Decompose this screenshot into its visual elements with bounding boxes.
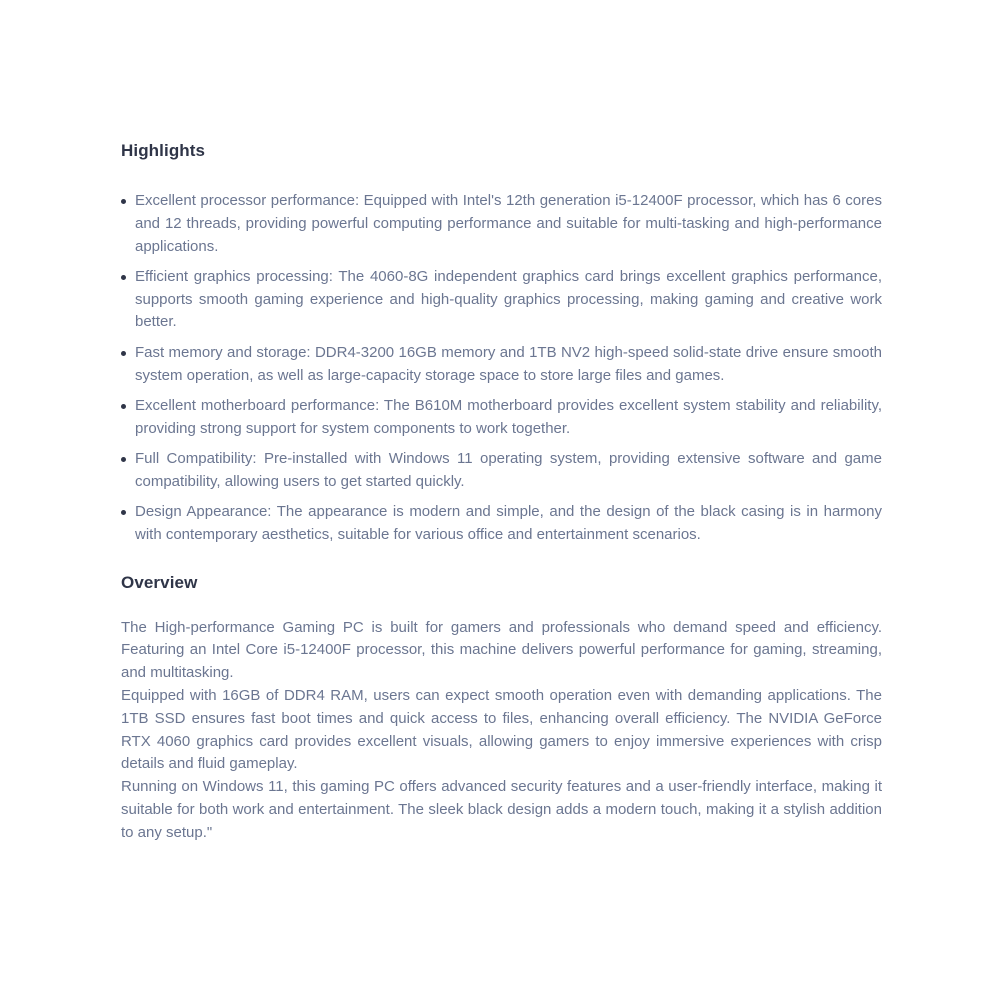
highlight-item [135,501,882,547]
product-description [121,138,882,845]
overview-paragraph: Equipped with 16GB of DDR4 RAM, users can expect smooth operation even with demanding applications. The 1TB SSD ensures fast boot times and quick access to files, enhancing overall efficiency. The NVIDIA GeForce RTX 4060 graphics card provides excellent visuals, allowing gamers to enjoy immersive experiences with crisp details and fluid gameplay. [121,687,882,773]
overview-paragraph: The High-performance Gaming PC is built for gamers and professionals who demand speed and efficiency. Featuring an Intel Core i5-12400F processor, this machine delivers powerful performance for gaming, streaming, and multitasking. [121,618,882,682]
bullet-icon [121,457,126,462]
overview-paragraph: Running on Windows 11, this gaming PC offers advanced security features and a user-friendly interface, making it suitable for both work and entertainment. The sleek black design adds a modern touch, making it a stylish addition to any setup." [121,778,882,841]
highlight-item [135,448,882,494]
bullet-icon [121,510,126,515]
overview-body [121,617,882,845]
highlight-item [135,395,882,441]
highlight-text: Design Appearance: The appearance is modern and simple, and the design of the black casing is in harmony with contemporary aesthetics, suitable for various office and entertainment scenarios. [135,503,882,543]
highlight-text: Fast memory and storage: DDR4-3200 16GB memory and 1TB NV2 high-speed solid-state drive ensure smooth system operation, as well as large-capacity storage space to store large files and games. [135,343,882,384]
bullet-icon [121,275,126,280]
bullet-icon [121,351,126,356]
highlights-heading: Highlights [121,141,206,160]
highlight-item [135,190,882,258]
highlight-item [135,266,882,334]
highlight-text: Excellent processor performance: Equipped with Intel's 12th generation i5-12400F processor, which has 6 cores and 12 threads, providing powerful computing performance and suitable for multi-tasking and high-performance applications. [135,192,882,255]
highlight-text: Full Compatibility: Pre-installed with Windows 11 operating system, providing extensive software and game compatibility, allowing users to get started quickly. [135,449,882,490]
highlight-item [135,342,882,388]
highlight-text: Efficient graphics processing: The 4060-8G independent graphics card brings excellent graphics performance, supports smooth gaming experience and high-quality graphics processing, making gaming and creative work better. [135,267,882,331]
bullet-icon [121,199,126,204]
bullet-icon [121,404,126,409]
highlights-list [121,190,882,547]
overview-heading: Overview [121,572,198,592]
highlight-text: Excellent motherboard performance: The B610M motherboard provides excellent system stability and reliability, providing strong support for system components to work together. [135,396,882,437]
